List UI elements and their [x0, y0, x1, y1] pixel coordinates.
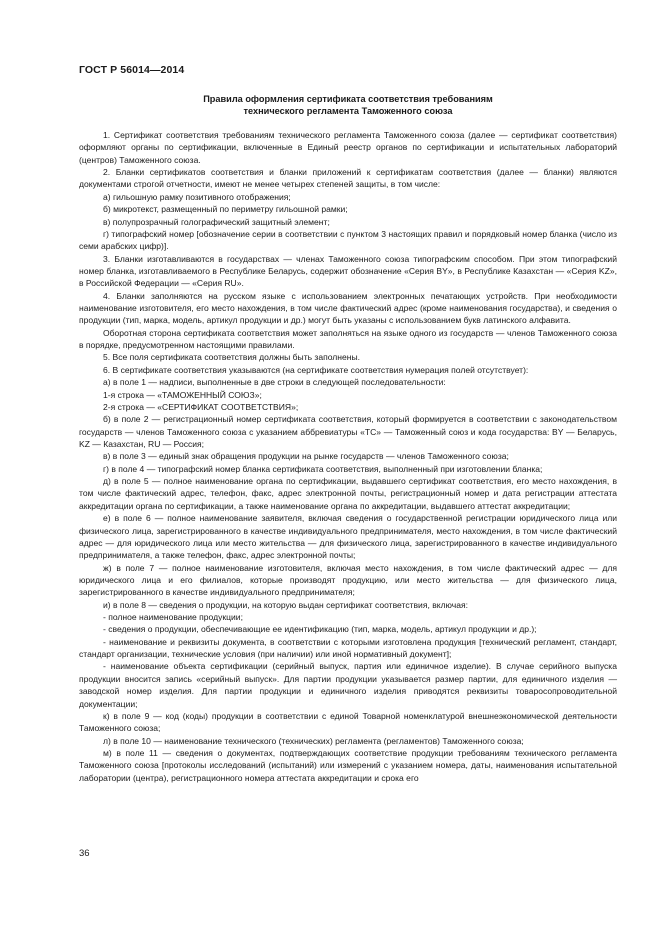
paragraph: б) микротекст, размещенный по периметру гильошной рамки; — [103, 204, 348, 215]
paragraph: а) гильошную рамку позитивного отображения; — [103, 191, 291, 202]
paragraph: 6. В сертификате соответствия указываются (на сертификате соответствия нумерация полей отсутствует): — [103, 364, 529, 375]
paragraph: 5. Все поля сертификата соответствия должны быть заполнены. — [103, 352, 360, 363]
paragraph: - наименование объекта сертификации (серийный выпуск, партия или единичное изделие). В случае серийного выпуска продукции вносится запись «серийный выпуск». Для партии продукции указывается размер партии, для единичного изделия — заводской номер изделия. Для партии продукции и единичного изделия приводятся реквизиты товаросопроводительной документации; — [79, 661, 617, 709]
paragraph: м) в поле 11 — сведения о документах, подтверждающих соответствие продукции требованиям технического регламента Таможенного союза [протоколы исследований (испытаний) или измерений с указанием номера, даты, наименования испытательной лаборатории (центра), регистрационного номера аттестата аккредитации и срока его — [79, 747, 617, 783]
paragraph: ж) в поле 7 — полное наименование изготовителя, включая место нахождения, в том числе фактический адрес — для юридического лица и его филиалов, которые производят продукцию, или место жительства — для физического лица, зарегистрированного в качестве индивидуального предпринимателя; — [79, 562, 617, 598]
paragraph: - сведения о продукции, обеспечивающие ее идентификацию (тип, марка, модель, артикул продукции и др.); — [103, 624, 537, 635]
document-body — [79, 129, 617, 784]
standard-header: ГОСТ Р 56014—2014 — [79, 64, 185, 76]
paragraph: г) в поле 4 — типографский номер бланка сертификата соответствия, выполненный при изготовлении бланка; — [103, 463, 543, 474]
section-title — [79, 93, 617, 117]
paragraph: в) в поле 3 — единый знак обращения продукции на рынке государств — членов Таможенного союза; — [103, 451, 509, 462]
paragraph: 1. Сертификат соответствия требованиям технического регламента Таможенного союза (далее — сертификат соответствия) оформляют органы по сертификации, включенные в Единый реестр органов по сертификации и испытательных лабораторий (центров) Таможенного союза. — [79, 130, 617, 165]
paragraph: 1-я строка — «ТАМОЖЕННЫЙ СОЮЗ»; — [103, 389, 262, 400]
title-line-2: технического регламента Таможенного союза — [243, 106, 453, 116]
paragraph: - полное наименование продукции; — [103, 612, 243, 623]
paragraph: л) в поле 10 — наименование технического (технических) регламента (регламентов) Таможенного союза; — [103, 735, 524, 746]
paragraph: 3. Бланки изготавливаются в государствах — членах Таможенного союза типографским способом. При этом типографский номер бланка, изготавливаемого в Республике Беларусь, содержит обозначение «Серия BY», в Республике Казахстан — «Серия KZ», в Российской Федерации — «Серия RU». — [79, 253, 617, 289]
paragraph: 2. Бланки сертификатов соответствия и бланки приложений к сертификатам соответствия (далее — бланки) являются документами строгой отчетности, имеют не менее четырех степеней защиты, в том числе: — [79, 167, 617, 190]
paragraph: 2-я строка — «СЕРТИФИКАТ СООТВЕТСТВИЯ»; — [103, 401, 299, 412]
paragraph: г) типографский номер [обозначение серии в соответствии с пунктом 3 настоящих правил и порядковый номер бланка (число из семи арабских цифр)]. — [79, 228, 617, 252]
paragraph: в) полупрозрачный голографический защитный элемент; — [103, 216, 330, 227]
paragraph: и) в поле 8 — сведения о продукции, на которую выдан сертификат соответствия, включая: — [103, 599, 468, 610]
paragraph: д) в поле 5 — полное наименование органа по сертификации, выдавшего сертификат соответствия, его место нахождения, в том числе фактический адрес, телефон, факс, адрес электронной почты, регистрационный номер и дата регистрации аттестата аккредитации органа по сертификации, а также наименование органа по аккредитации, выдавшего аттестат аккредитации; — [79, 476, 617, 511]
paragraph: к) в поле 9 — код (коды) продукции в соответствии с единой Товарной номенклатурой внешнеэкономической деятельности Таможенного союза; — [79, 710, 617, 734]
paragraph: Оборотная сторона сертификата соответствия может заполняться на языке одного из государств — членов Таможенного союза в порядке, предусмотренном настоящими правилами. — [79, 327, 617, 351]
page-number: 36 — [79, 848, 90, 859]
paragraph: 4. Бланки заполняются на русском языке с использованием электронных печатающих устройств. При необходимости наименование изготовителя, его место нахождения, в том числе фактический адрес (кроме наименования государства), и сведения о продукции (тип, марка, модель, артикул продукции и др.) могут быть указаны с использованием букв латинского алфавита. — [79, 290, 617, 326]
paragraph: б) в поле 2 — регистрационный номер сертификата соответствия, который формируется в соответствии с законодательством государств — членов Таможенного союза с указанием аббревиатуры «TC» — Таможенный союз и кода государства: BY — Беларусь, KZ — Казахстан, RU — Россия; — [79, 414, 617, 449]
paragraph: е) в поле 6 — полное наименование заявителя, включая сведения о государственной регистрации юридического лица или физического лица, зарегистрированного в качестве индивидуального предпринимателя, место нахождения, в том числе фактический адрес — для юридического лица или место жительства — для физического лица, зарегистрированного в качестве индивидуального предпринимателя, а также телефон, факс, адрес электронной почты; — [79, 513, 617, 561]
title-line-1: Правила оформления сертификата соответствия требованиям — [203, 94, 493, 104]
paragraph: а) в поле 1 — надписи, выполненные в две строки в следующей последовательности: — [103, 377, 446, 388]
paragraph: - наименование и реквизиты документа, в соответствии с которыми изготовлена продукция [технический регламент, стандарт, стандарт организации, технические условия (при наличии) или иной нормативный документ]; — [79, 636, 617, 660]
